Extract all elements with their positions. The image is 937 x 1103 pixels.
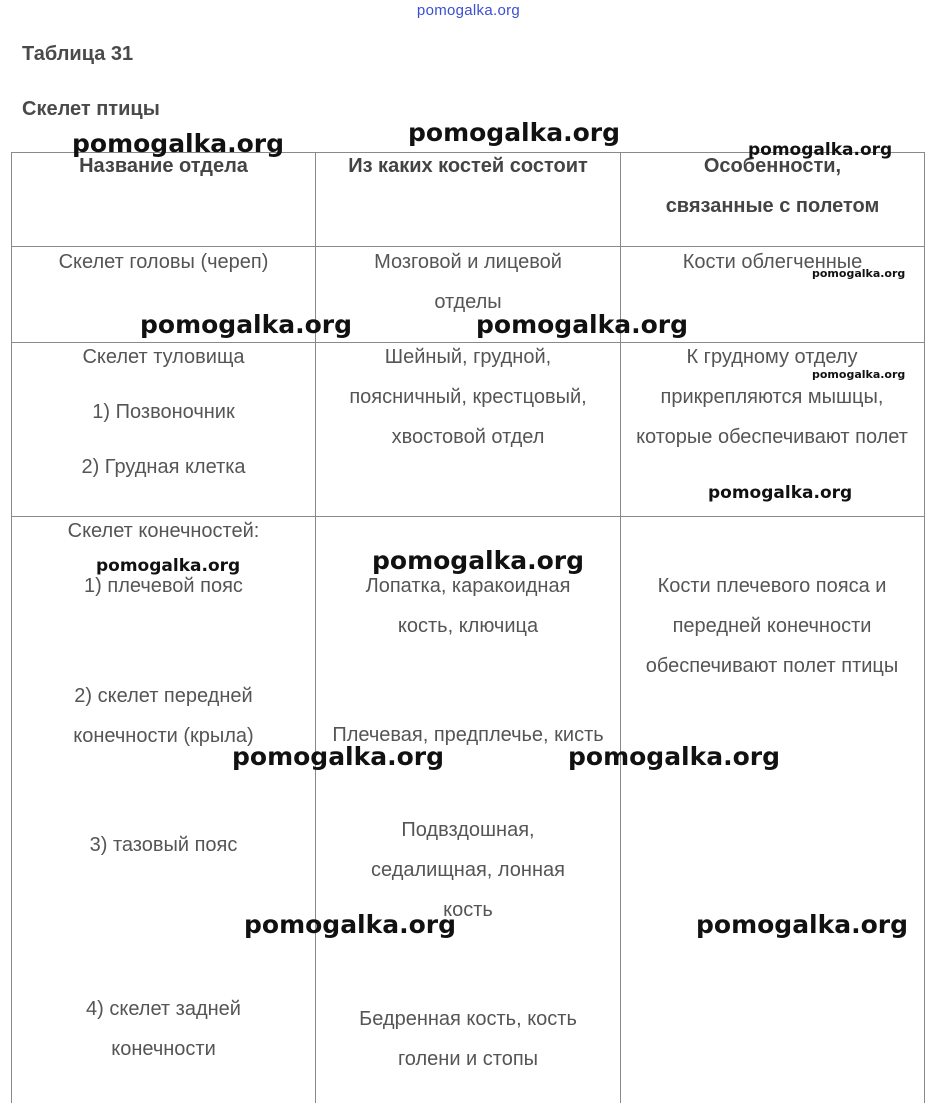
watermark: pomogalka.org — [696, 910, 909, 939]
watermark: pomogalka.org — [476, 310, 689, 339]
watermark: pomogalka.org — [708, 483, 853, 503]
row3-section-title: Скелет конечностей: — [67, 520, 260, 542]
table-title: Таблица 31 — [22, 43, 134, 65]
header-features: Особенности, связанные с полетом — [665, 155, 880, 217]
header-bones: Из каких костей состоит — [348, 155, 588, 177]
row3-item-forelimb: 2) скелет передней конечности (крыла) — [73, 685, 254, 747]
row3-bones-pelvis: Подвздошная, седалищная, лонная кость — [371, 819, 565, 921]
row1-bones: Мозговой и лицевой отделы — [374, 251, 562, 313]
row1-section: Скелет головы (череп) — [58, 251, 269, 273]
top-site-watermark: pomogalka.org — [416, 2, 521, 19]
watermark: pomogalka.org — [568, 742, 781, 771]
column-divider — [620, 152, 621, 1103]
watermark: pomogalka.org — [72, 129, 285, 158]
row2-bones: Шейный, грудной, поясничный, крестцовый, хвостовой отдел — [349, 346, 587, 448]
header-section: Название отдела — [79, 155, 248, 177]
row3-item-shoulder: 1) плечевой пояс — [84, 575, 243, 597]
row3-bones-shoulder: Лопатка, каракоидная кость, ключица — [365, 575, 571, 637]
row3-bones-forelimb: Плечевая, предплечье, кисть — [332, 724, 604, 746]
row3-item-pelvis: 3) тазовый пояс — [89, 834, 238, 856]
table-border-right — [924, 152, 925, 1103]
row2-features: К грудному отделу прикрепляются мышцы, которые обеспечивают полет — [636, 346, 908, 448]
watermark: pomogalka.org — [372, 546, 585, 575]
watermark: pomogalka.org — [408, 118, 621, 147]
row2-section: Скелет туловища 1) Позвоночник 2) Грудная клетка — [81, 346, 246, 478]
row3-features: Кости плечевого пояса и передней конечности обеспечивают полет птицы — [645, 575, 899, 677]
row3-item-hindlimb: 4) скелет задней конечности — [86, 998, 241, 1060]
row1-features: Кости облегченные — [682, 251, 863, 273]
watermark: pomogalka.org — [812, 267, 906, 280]
watermark: pomogalka.org — [748, 140, 893, 160]
watermark: pomogalka.org — [812, 368, 906, 381]
watermark: pomogalka.org — [232, 742, 445, 771]
row3-bones-hindlimb: Бедренная кость, кость голени и стопы — [359, 1008, 577, 1070]
watermark: pomogalka.org — [140, 310, 353, 339]
watermark: pomogalka.org — [96, 556, 241, 576]
table-border-left — [11, 152, 12, 1103]
watermark: pomogalka.org — [244, 910, 457, 939]
table-subtitle: Скелет птицы — [22, 98, 160, 120]
column-divider — [315, 152, 316, 1103]
